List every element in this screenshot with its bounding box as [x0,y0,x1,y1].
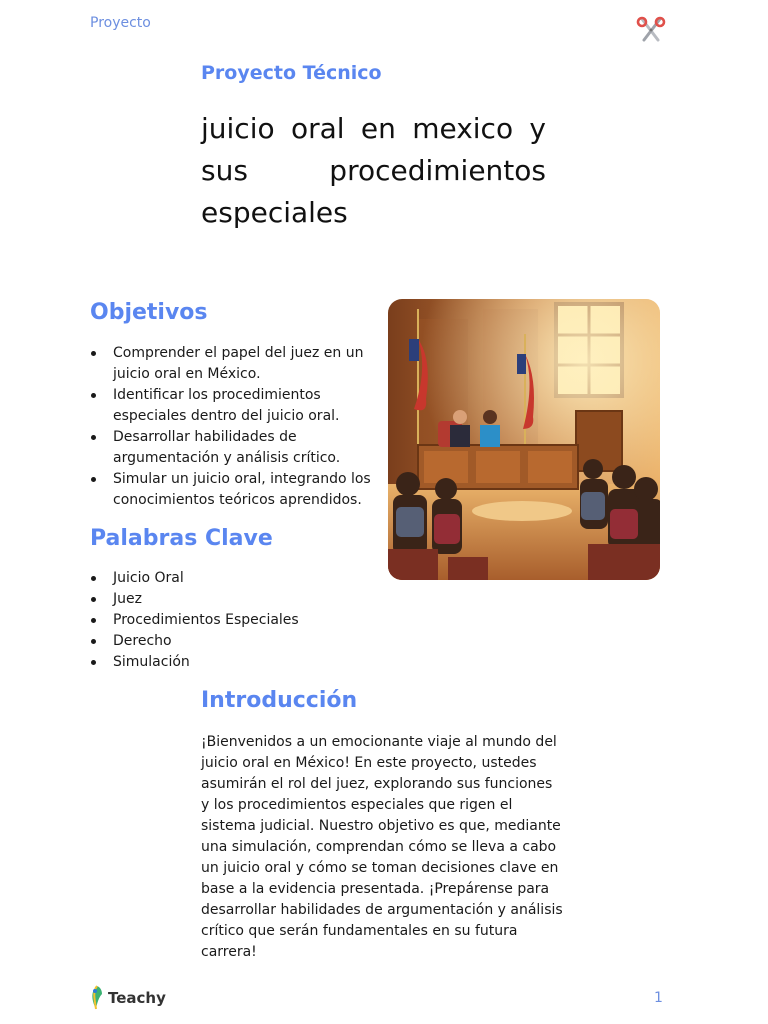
header-label: Proyecto [90,15,151,31]
teachy-leaf-icon [90,985,104,1011]
list-item: Desarrollar habilidades de argumentación y análisis crítico. [90,427,375,469]
list-item: Simular un juicio oral, integrando los conocimientos teóricos aprendidos. [90,469,375,511]
introduccion-heading: Introducción [201,688,358,713]
document-kicker: Proyecto Técnico [201,62,382,84]
list-item: Identificar los procedimientos especiales dentro del juicio oral. [90,385,375,427]
palabras-clave-heading: Palabras Clave [90,526,273,551]
list-item: Juicio Oral [90,568,375,589]
teachy-logo [90,984,166,1012]
objetivos-heading: Objetivos [90,300,208,325]
list-item: Procedimientos Especiales [90,610,375,631]
list-item: Comprender el papel del juez en un juicio oral en México. [90,343,375,385]
palabras-clave-list [90,568,375,673]
list-item: Juez [90,589,375,610]
objetivos-list [90,343,375,511]
introduccion-text: ¡Bienvenidos a un emocionante viaje al mundo del juicio oral en México! En este proyecto, ustedes asumirán el rol del juez, explorando sus funciones y los procedimientos especiales que rigen el sistema judicial. Nuestro objetivo es que, mediante una simulación, comprendan cómo se lleva a cabo un juicio oral y cómo se toman decisiones clave en base a la evidencia presentada. ¡Prepárense para desarrollar habilidades de argumentación y análisis crítico que serán fundamentales en su futura carrera! [201,734,563,960]
courtroom-illustration [388,299,660,580]
list-item: Derecho [90,631,375,652]
list-item: Simulación [90,652,375,673]
page-title: juicio oral en mexico y sus procedimientos especiales [201,112,546,229]
footer-brand: Teachy [108,989,166,1007]
page-number: 1 [654,990,663,1006]
scissors-icon [634,14,668,48]
